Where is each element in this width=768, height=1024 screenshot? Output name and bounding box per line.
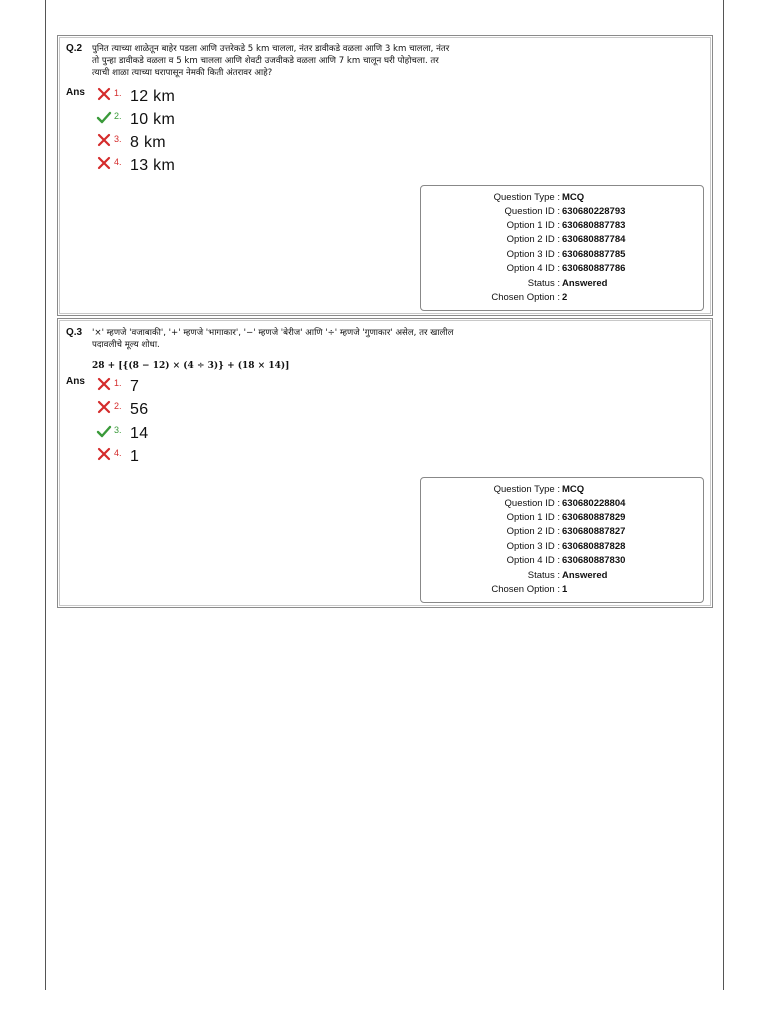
info-row-chosen-option	[421, 584, 705, 598]
option-number: 4.	[114, 157, 122, 167]
info-label: Option 3 ID :	[506, 249, 560, 260]
info-row-question-type	[421, 484, 705, 498]
option-2	[96, 399, 148, 421]
info-row-question-id	[421, 498, 705, 512]
option-number: 2.	[114, 401, 122, 411]
info-value: 630680887827	[562, 526, 626, 537]
info-row-status	[421, 570, 705, 584]
info-value: 630680228793	[562, 206, 626, 217]
info-value: MCQ	[562, 484, 585, 495]
option-text: 14	[130, 425, 149, 442]
info-label: Question ID :	[504, 498, 560, 509]
question-block-q3	[57, 318, 713, 608]
question-text-line: पदावलीचे मूल्य शोधा.	[92, 340, 160, 350]
info-row-question-id	[421, 206, 705, 220]
info-value: 630680887785	[562, 249, 626, 260]
info-label: Chosen Option :	[491, 584, 560, 595]
option-3	[96, 132, 166, 154]
info-label: Option 1 ID :	[506, 220, 560, 231]
info-value: 630680887830	[562, 555, 626, 566]
info-label: Option 4 ID :	[506, 555, 560, 566]
info-value: 2	[562, 292, 568, 303]
option-text: 1	[130, 448, 140, 465]
info-row-option3-id	[421, 541, 705, 555]
option-text: 13 km	[130, 157, 176, 174]
option-text: 10 km	[130, 111, 176, 128]
option-2	[96, 109, 175, 131]
info-label: Option 4 ID :	[506, 263, 560, 274]
info-label: Chosen Option :	[491, 292, 560, 303]
question-number: Q.2	[66, 43, 83, 54]
info-row-option1-id	[421, 512, 705, 526]
info-value: 630680887786	[562, 263, 626, 274]
info-value: 630680887784	[562, 234, 626, 245]
option-text: 7	[130, 378, 140, 395]
info-label: Question Type :	[493, 192, 560, 203]
info-value: Answered	[562, 278, 608, 289]
info-row-chosen-option	[421, 292, 705, 306]
option-number: 3.	[114, 134, 122, 144]
question-text-line: '×' म्हणजे 'वजाबाकी', '+' म्हणजे 'भागाकार', '−' म्हणजे 'बेरीज' आणि '÷' म्हणजे 'गुणाकार' असेल, तर खालील	[92, 328, 454, 338]
cross-icon	[96, 86, 112, 102]
info-row-question-type	[421, 192, 705, 206]
info-value: Answered	[562, 570, 608, 581]
cross-icon	[96, 446, 112, 462]
info-row-status	[421, 278, 705, 292]
option-4	[96, 155, 175, 177]
info-value: 630680887783	[562, 220, 626, 231]
check-icon	[96, 423, 112, 439]
info-label: Question ID :	[504, 206, 560, 217]
option-number: 4.	[114, 448, 122, 458]
info-label: Status :	[527, 278, 560, 289]
check-icon	[96, 109, 112, 125]
cross-icon	[96, 132, 112, 148]
cross-icon	[96, 399, 112, 415]
info-row-option1-id	[421, 220, 705, 234]
question-text	[92, 43, 532, 79]
info-row-option4-id	[421, 555, 705, 569]
page-right-border	[723, 0, 724, 990]
option-3	[96, 423, 148, 445]
cross-icon	[96, 155, 112, 171]
info-row-option3-id	[421, 249, 705, 263]
option-text: 56	[130, 401, 149, 418]
question-text	[92, 327, 532, 351]
info-label: Option 3 ID :	[506, 541, 560, 552]
question-text-line: तो पुन्हा डावीकडे वळला व 5 km चालला आणि शेवटी उजवीकडे वळला आणि 7 km चालून घरी पोहोचला. तर	[92, 56, 439, 66]
question-info-box	[420, 185, 704, 311]
question-text-line: पुनित त्याच्या शाळेतून बाहेर पडला आणि उत्तरेकडे 5 km चालला, नंतर डावीकडे वळला आणि 3 km चालला, नंतर	[92, 44, 450, 54]
option-4	[96, 446, 139, 468]
cross-icon	[96, 376, 112, 392]
question-number: Q.3	[66, 327, 83, 338]
option-number: 3.	[114, 425, 122, 435]
info-row-option4-id	[421, 263, 705, 277]
info-value: MCQ	[562, 192, 585, 203]
info-label: Option 2 ID :	[506, 526, 560, 537]
ans-label: Ans	[66, 376, 85, 387]
page-left-border	[45, 0, 46, 990]
question-info-box	[420, 477, 704, 603]
option-1	[96, 86, 175, 108]
info-label: Status :	[527, 570, 560, 581]
info-value: 630680887829	[562, 512, 626, 523]
info-row-option2-id	[421, 234, 705, 248]
question-text-line: त्याची शाळा त्याच्या घरापासून नेमकी किती अंतरावर आहे?	[92, 68, 273, 78]
info-value: 1	[562, 584, 568, 595]
info-label: Option 2 ID :	[506, 234, 560, 245]
info-value: 630680228804	[562, 498, 626, 509]
info-value: 630680887828	[562, 541, 626, 552]
info-label: Option 1 ID :	[506, 512, 560, 523]
option-number: 2.	[114, 111, 122, 121]
info-row-option2-id	[421, 526, 705, 540]
option-text: 8 km	[130, 134, 166, 151]
info-label: Question Type :	[493, 484, 560, 495]
question-block-q2	[57, 35, 713, 316]
option-number: 1.	[114, 88, 122, 98]
option-number: 1.	[114, 378, 122, 388]
ans-label: Ans	[66, 87, 85, 98]
question-formula: 28 + [{(8 − 12) × (4 ÷ 3)} + (18 × 14)]	[92, 361, 290, 371]
option-text: 12 km	[130, 88, 176, 105]
option-1	[96, 376, 139, 398]
